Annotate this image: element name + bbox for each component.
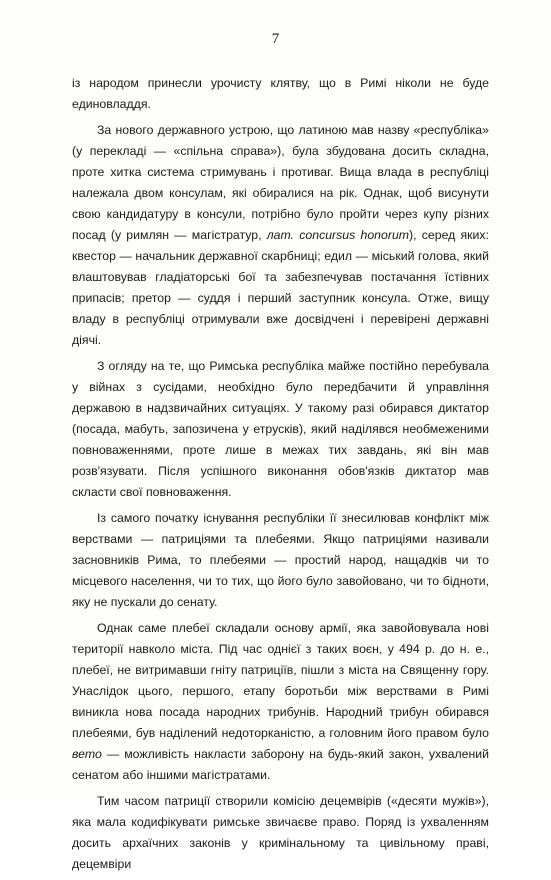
latin-term: лат. concursus honorum — [266, 228, 410, 242]
paragraph-2 — [72, 120, 489, 351]
paragraph-5-text-after-veto: — можливість накласти заборону на будь-який закон, ухвалений сенатом або іншими магістратами. — [72, 747, 489, 782]
veto-term: вето — [72, 747, 102, 761]
page-number: 7 — [271, 31, 280, 47]
paragraph-1: із народом принесли урочисту клятву, що в Римі ніколи не буде единовладдя. — [72, 76, 489, 111]
paragraph-3: З огляду на те, що Римська республіка майже постійно перебувала у війнах з сусідами, необхідно було передбачити й управління державою в надзвичайних ситуаціях. У такому разі обирався диктатор (посада, мабуть, запозичена у етрусків), який наділявся необмеженими повноваженнями, проте лише в межах тих завдань, які він мав розв'язувати. Після успішного виконання обов'язків диктатор мав скласти свої повноваження. — [72, 359, 489, 499]
paragraph-4: Із самого початку існування республіки її знесилював конфлікт між верствами — патриціями та плебеями. Якщо патриціями називали засновників Рима, то плебеями — простий народ, нащадків чи то місцевого населення, чи то тих, що його було завойовано, чи то бідноти, яку не пускали до сенату. — [72, 511, 489, 609]
paragraph-2-text-after-latin: ), серед яких: квестор — начальник державної скарбниці; едил — міський голова, який влаштовував гладіаторські бої та забезпечував постачання їстівних припасів; претор — суддя і перший заступник консула. Отже, вищу владу в республіці отримували вже досвідчені і перевірені державні діячі. — [72, 228, 489, 347]
paragraph-2-text-before-latin: За нового державного устрою, що латиною мав назву «республіка» (у перекладі — «спільна справа»), була збудована досить складна, проте хитка система стримувань і противаг. Вища влада в республіці належала двом консулам, які обиралися на рік. Однак, щоб висунути свою кандидатуру в консули, потрібно було пройти через купу різних посад (у римлян — магістратур, — [72, 123, 489, 242]
paragraph-5-text-before-veto: Однак саме плебеї складали основу армії, яка завойовувала нові території навколо міста. Під час однієї з таких воєн, у 494 р. до н. е., плебеї, не витримавши гніту патриціїв, пішли з міста на Священну гору. Унаслідок цього, першого, етапу боротьби між верствами в Римі виникла нова посада народних трибунів. Народний трибун обирався плебеями, був наділений недоторканістю, а головним його правом було — [72, 621, 489, 740]
paragraph-6: Тим часом патриції створили комісію децемвірів («десяти мужів»), яка мала кодифікувати римське звичаєве право. Поряд із ухваленням досить архаїчних законів у кримінальному та цивільному праві, децемвіри — [72, 794, 489, 871]
body-text — [72, 73, 489, 880]
paragraph-5 — [72, 618, 489, 786]
